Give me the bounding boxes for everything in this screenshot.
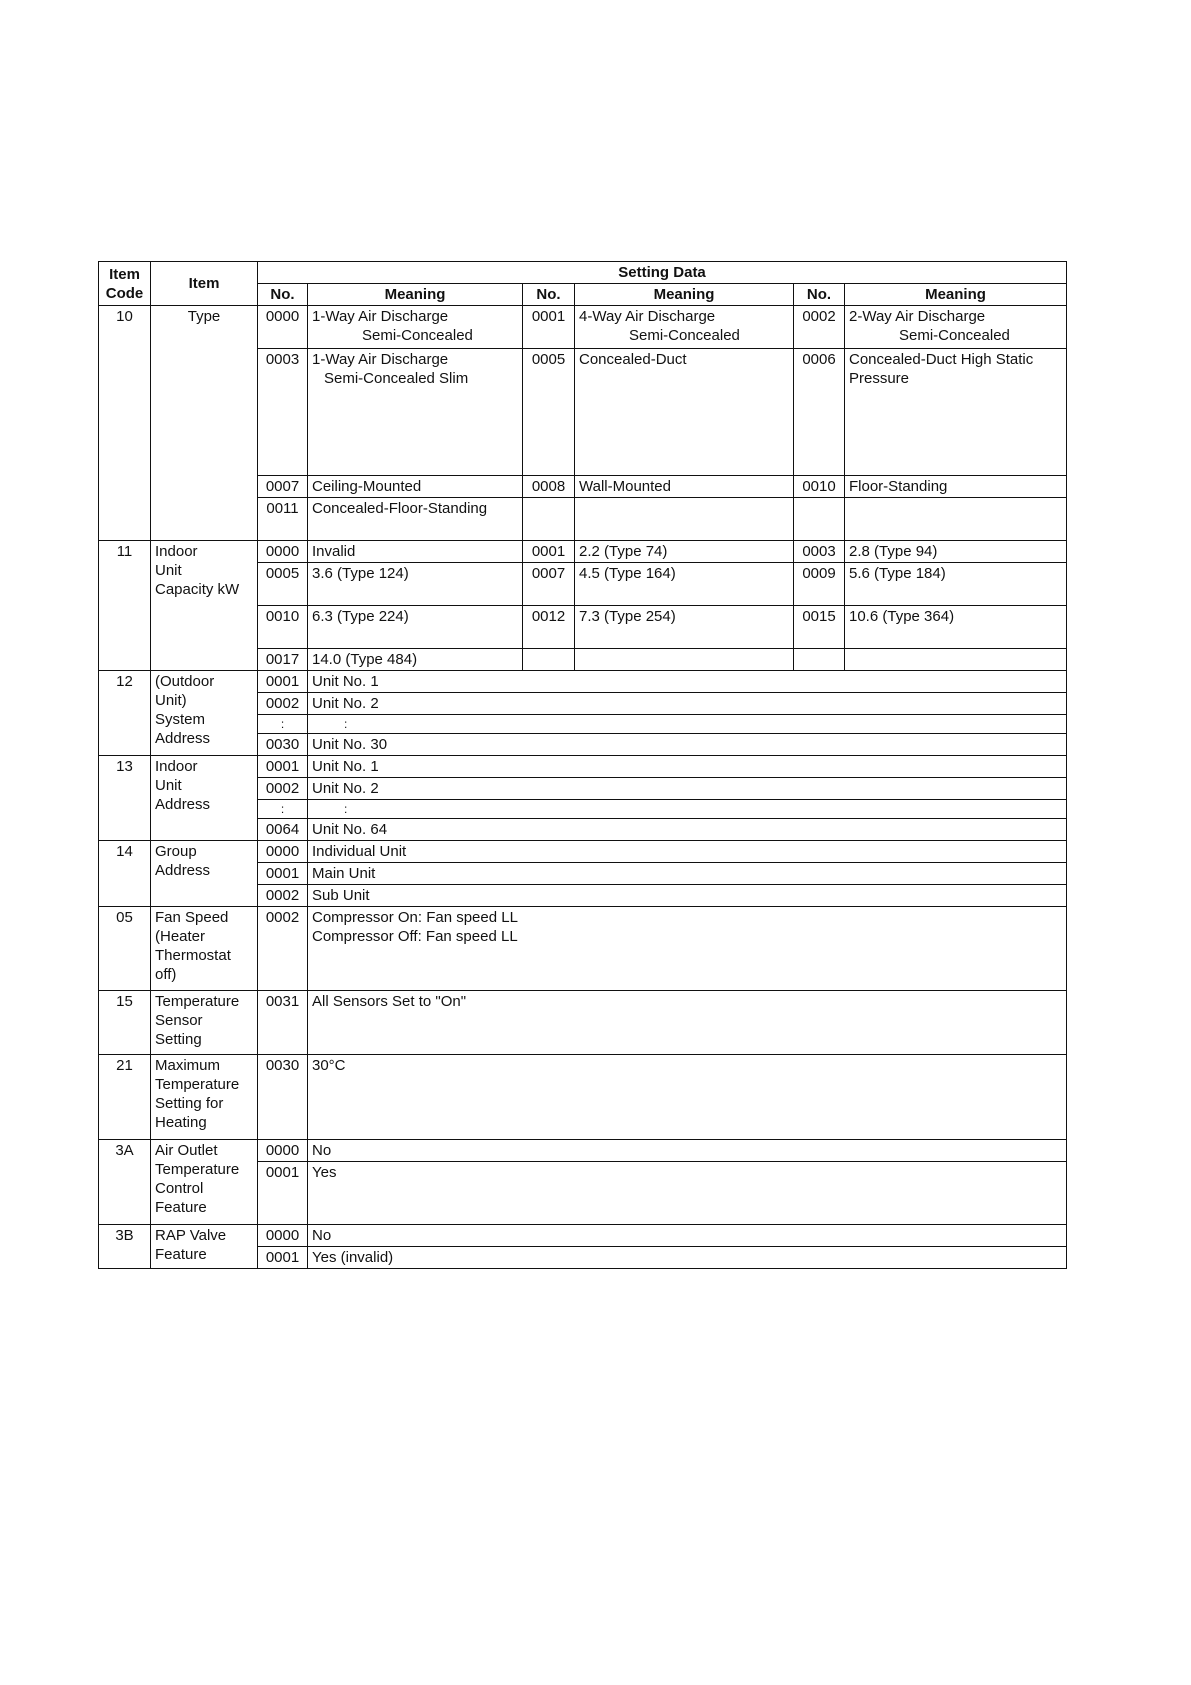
setting-no: 0000: [258, 306, 308, 349]
setting-meaning: No: [308, 1140, 1067, 1162]
setting-no: 0010: [258, 606, 308, 649]
meaning-line: 2-Way Air Discharge: [849, 308, 986, 325]
setting-meaning: [845, 349, 1067, 476]
item-name-line: Indoor: [155, 758, 198, 775]
setting-meaning: [308, 349, 523, 476]
setting-no: [523, 649, 575, 671]
setting-meaning: Yes: [308, 1162, 1067, 1225]
item-name-line: Temperature: [155, 993, 240, 1010]
item-name-line: Air Outlet: [155, 1142, 218, 1159]
setting-meaning: Unit No. 30: [308, 734, 1067, 756]
header-no: No.: [523, 284, 575, 306]
setting-no: 0010: [794, 476, 845, 498]
item-code-cell: 11: [99, 541, 151, 671]
setting-meaning: Unit No. 1: [308, 756, 1067, 778]
setting-meaning: Floor-Standing: [845, 476, 1067, 498]
header-setting-data: Setting Data: [258, 262, 1067, 284]
item-name-line: Feature: [155, 1199, 207, 1216]
item-code-cell: 12: [99, 671, 151, 756]
item-code-setting-table: [98, 261, 1067, 1269]
setting-no: [794, 649, 845, 671]
item-name-line: Thermostat: [155, 947, 231, 964]
meaning-line: 1-Way Air Discharge: [312, 351, 449, 368]
table-row: [99, 907, 1067, 991]
item-name-line: Fan Speed: [155, 909, 229, 926]
setting-no: 0007: [258, 476, 308, 498]
table-row: [99, 991, 1067, 1055]
setting-no: 0001: [258, 671, 308, 693]
setting-meaning: :: [308, 800, 1067, 819]
setting-meaning: Unit No. 64: [308, 819, 1067, 841]
meaning-line: Concealed-Duct High Static: [849, 351, 1034, 368]
meaning-line: Semi-Concealed: [362, 327, 473, 344]
item-name-cell: [151, 756, 258, 841]
setting-meaning: 3.6 (Type 124): [308, 563, 523, 606]
setting-meaning: 2.8 (Type 94): [845, 541, 1067, 563]
table-row: [99, 671, 1067, 693]
table-row: [99, 1055, 1067, 1140]
setting-no: [794, 498, 845, 541]
setting-no: 0002: [794, 306, 845, 349]
item-name-cell: [151, 1055, 258, 1140]
setting-no: 0009: [794, 563, 845, 606]
item-name-line: Group: [155, 843, 197, 860]
setting-meaning: [845, 498, 1067, 541]
setting-meaning: Concealed-Duct: [575, 349, 794, 476]
item-name-line: (Outdoor: [155, 673, 215, 690]
item-name-line: Control: [155, 1180, 204, 1197]
table-row: [99, 1225, 1067, 1247]
item-name-line: Temperature: [155, 1076, 240, 1093]
item-name-line: Address: [155, 730, 211, 747]
setting-meaning: Individual Unit: [308, 841, 1067, 863]
table-row: [99, 541, 1067, 563]
setting-no: 0007: [523, 563, 575, 606]
meaning-line: Pressure: [849, 370, 910, 387]
setting-no: 0000: [258, 541, 308, 563]
setting-meaning: 10.6 (Type 364): [845, 606, 1067, 649]
item-name-line: System: [155, 711, 206, 728]
setting-meaning: 7.3 (Type 254): [575, 606, 794, 649]
item-code-cell: 21: [99, 1055, 151, 1140]
setting-meaning: No: [308, 1225, 1067, 1247]
setting-no: 0001: [258, 756, 308, 778]
item-code-cell: 10: [99, 306, 151, 541]
item-name-line: Capacity kW: [155, 581, 240, 598]
setting-meaning: 2.2 (Type 74): [575, 541, 794, 563]
setting-meaning: Main Unit: [308, 863, 1067, 885]
meaning-line: 4-Way Air Discharge: [579, 308, 716, 325]
setting-meaning: Sub Unit: [308, 885, 1067, 907]
setting-no: 0000: [258, 841, 308, 863]
item-name-line: Sensor: [155, 1012, 203, 1029]
item-name-line: Setting: [155, 1031, 202, 1048]
setting-no: 0000: [258, 1140, 308, 1162]
setting-meaning: Unit No. 2: [308, 693, 1067, 715]
setting-meaning: [308, 907, 1067, 991]
setting-meaning: [845, 306, 1067, 349]
setting-no: 0002: [258, 907, 308, 991]
table-row: [99, 756, 1067, 778]
item-name-cell: Type: [151, 306, 258, 541]
setting-no: 0003: [794, 541, 845, 563]
setting-meaning: 4.5 (Type 164): [575, 563, 794, 606]
header-row: [99, 262, 1067, 284]
setting-meaning: :: [308, 715, 1067, 734]
item-name-line: (Heater: [155, 928, 206, 945]
setting-meaning: 30°C: [308, 1055, 1067, 1140]
table-row: [99, 841, 1067, 863]
setting-no: 0001: [523, 306, 575, 349]
header-meaning: Meaning: [575, 284, 794, 306]
setting-meaning: 14.0 (Type 484): [308, 649, 523, 671]
header-meaning: Meaning: [845, 284, 1067, 306]
settings-table-container: [98, 261, 1066, 1269]
setting-meaning: Ceiling-Mounted: [308, 476, 523, 498]
header-no: No.: [258, 284, 308, 306]
item-name-line: Setting for: [155, 1095, 224, 1112]
setting-no: 0015: [794, 606, 845, 649]
setting-no: 0064: [258, 819, 308, 841]
setting-no: 0001: [523, 541, 575, 563]
setting-no: 0030: [258, 1055, 308, 1140]
setting-no: 0002: [258, 693, 308, 715]
setting-meaning: Wall-Mounted: [575, 476, 794, 498]
setting-no: 0001: [258, 863, 308, 885]
setting-no: :: [258, 800, 308, 819]
item-name-line: Heating: [155, 1114, 207, 1131]
setting-meaning: Invalid: [308, 541, 523, 563]
setting-no: :: [258, 715, 308, 734]
item-code-cell: 13: [99, 756, 151, 841]
meaning-line: Semi-Concealed: [899, 327, 1010, 344]
setting-meaning: Unit No. 1: [308, 671, 1067, 693]
meaning-line: Compressor Off: Fan speed LL: [312, 928, 518, 945]
setting-no: 0001: [258, 1162, 308, 1225]
meaning-line: 1-Way Air Discharge: [312, 308, 449, 325]
setting-no: 0031: [258, 991, 308, 1055]
item-code-cell: 05: [99, 907, 151, 991]
header-meaning: Meaning: [308, 284, 523, 306]
item-code-cell: 3B: [99, 1225, 151, 1269]
setting-no: 0005: [523, 349, 575, 476]
setting-meaning: Concealed-Floor-Standing: [308, 498, 523, 541]
setting-meaning: [575, 498, 794, 541]
header-no: No.: [794, 284, 845, 306]
setting-no: 0011: [258, 498, 308, 541]
setting-meaning: Unit No. 2: [308, 778, 1067, 800]
setting-no: 0002: [258, 885, 308, 907]
item-name-line: RAP Valve: [155, 1227, 227, 1244]
item-name-cell: [151, 671, 258, 756]
item-name-cell: [151, 907, 258, 991]
header-item-code-line: Code: [105, 284, 144, 302]
meaning-line: Compressor On: Fan speed LL: [312, 909, 518, 926]
item-name-line: Address: [155, 796, 211, 813]
setting-no: 0000: [258, 1225, 308, 1247]
setting-meaning: Yes (invalid): [308, 1247, 1067, 1269]
item-code-cell: 14: [99, 841, 151, 907]
item-name-cell: [151, 1225, 258, 1269]
header-item: Item: [151, 262, 258, 306]
meaning-line: Semi-Concealed: [629, 327, 740, 344]
setting-meaning: 6.3 (Type 224): [308, 606, 523, 649]
setting-meaning: [575, 306, 794, 349]
item-name-line: Address: [155, 862, 211, 879]
setting-no: 0002: [258, 778, 308, 800]
setting-no: [523, 498, 575, 541]
setting-meaning: 5.6 (Type 184): [845, 563, 1067, 606]
item-name-cell: [151, 841, 258, 907]
item-name-cell: [151, 541, 258, 671]
item-code-cell: 3A: [99, 1140, 151, 1225]
item-name-line: Maximum: [155, 1057, 221, 1074]
item-name-line: off): [155, 966, 177, 983]
table-row: [99, 306, 1067, 349]
item-code-cell: 15: [99, 991, 151, 1055]
item-name-line: Unit: [155, 562, 182, 579]
setting-meaning: [845, 649, 1067, 671]
item-name-line: Indoor: [155, 543, 198, 560]
table-row: [99, 1140, 1067, 1162]
item-name-line: Temperature: [155, 1161, 240, 1178]
item-name-cell: [151, 1140, 258, 1225]
item-name-cell: [151, 991, 258, 1055]
setting-meaning: [308, 306, 523, 349]
header-item-code-line: Item: [109, 265, 140, 283]
header-item-code: [99, 262, 151, 306]
setting-meaning: All Sensors Set to "On": [308, 991, 1067, 1055]
item-name-line: Unit: [155, 777, 182, 794]
setting-no: 0030: [258, 734, 308, 756]
item-name-line: Feature: [155, 1246, 207, 1263]
setting-no: 0008: [523, 476, 575, 498]
setting-no: 0006: [794, 349, 845, 476]
setting-meaning: [575, 649, 794, 671]
setting-no: 0001: [258, 1247, 308, 1269]
item-name-line: Unit): [155, 692, 187, 709]
setting-no: 0003: [258, 349, 308, 476]
setting-no: 0012: [523, 606, 575, 649]
setting-no: 0017: [258, 649, 308, 671]
meaning-line: Semi-Concealed Slim: [324, 370, 469, 387]
setting-no: 0005: [258, 563, 308, 606]
